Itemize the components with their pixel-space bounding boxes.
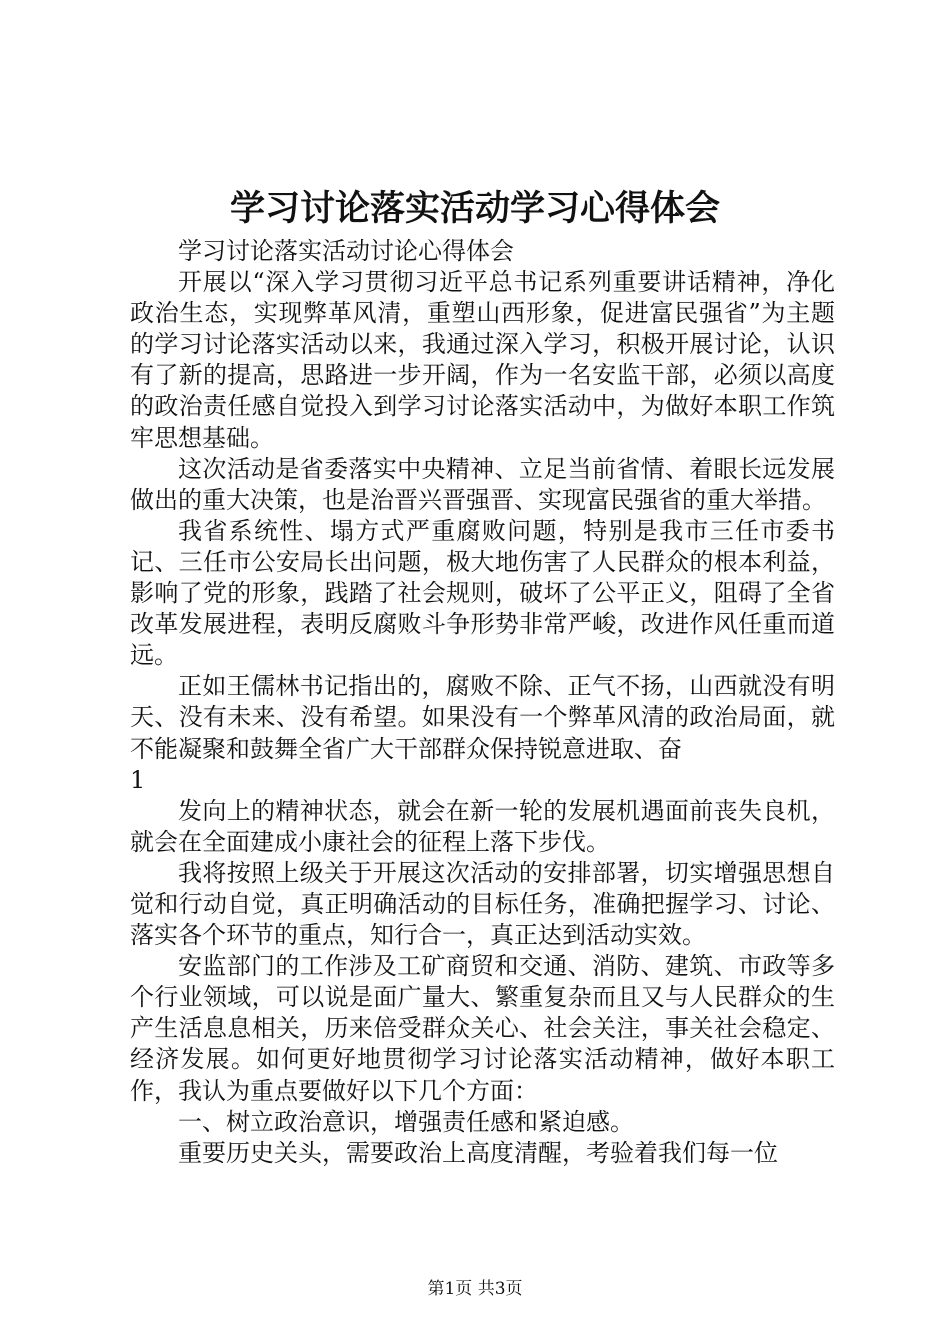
paragraph: 正如王儒林书记指出的，腐败不除、正气不扬，山西就没有明天、没有未来、没有希望。如果没有一个弊革风清的政治局面，就不能凝聚和鼓舞全省广大干部群众保持锐意进取、奋 xyxy=(130,672,835,763)
paragraph: 重要历史关头，需要政治上高度清醒，考验着我们每一位 xyxy=(178,1138,778,1167)
paragraph: 一、树立政治意识，增强责任感和紧迫感。 xyxy=(178,1107,634,1136)
paragraph: 我省系统性、塌方式严重腐败问题，特别是我市三任市委书记、三任市公安局长出问题，极大地伤害了人民群众的根本利益，影响了党的形象，践踏了社会规则，破坏了公平正义，阻碍了全省改革发展进程，表明反腐败斗争形势非常严峻，改进作风任重而道远。 xyxy=(130,516,835,670)
inline-page-number: 1 xyxy=(130,765,146,794)
paragraph: 发向上的精神状态，就会在新一轮的发展机遇面前丧失良机，就会在全面建成小康社会的征程上落下步伐。 xyxy=(130,796,835,856)
paragraph: 学习讨论落实活动讨论心得体会 xyxy=(178,237,514,265)
document-body xyxy=(130,236,835,1169)
document-title: 学习讨论落实活动学习心得体会 xyxy=(229,188,720,229)
paragraph: 我将按照上级关于开展这次活动的安排部署，切实增强思想自觉和行动自觉，真正明确活动的目标任务，准确把握学习、讨论、落实各个环节的重点，知行合一，真正达到活动实效。 xyxy=(130,858,835,950)
paragraph: 安监部门的工作涉及工矿商贸和交通、消防、建筑、市政等多个行业领域，可以说是面广量大、繁重复杂而且又与人民群众的生产生活息息相关，历来倍受群众关心、社会关注，事关社会稳定、经济发展。如何更好地贯彻学习讨论落实活动精神，做好本职工作，我认为重点要做好以下几个方面： xyxy=(130,952,835,1105)
paragraph: 开展以“深入学习贯彻习近平总书记系列重要讲话精神，净化政治生态，实现弊革风清，重塑山西形象，促进富民强省”为主题的学习讨论落实活动以来，我通过深入学习，积极开展讨论，认识有了新的提高，思路进一步开阔，作为一名安监干部，必须以高度的政治责任感自觉投入到学习讨论落实活动中，为做好本职工作筑牢思想基础。 xyxy=(130,268,835,452)
page-footer: 第1页 共3页 xyxy=(427,1279,523,1299)
paragraph: 这次活动是省委落实中央精神、立足当前省情、着眼长远发展做出的重大决策，也是治晋兴晋强晋、实现富民强省的重大举措。 xyxy=(130,454,835,514)
